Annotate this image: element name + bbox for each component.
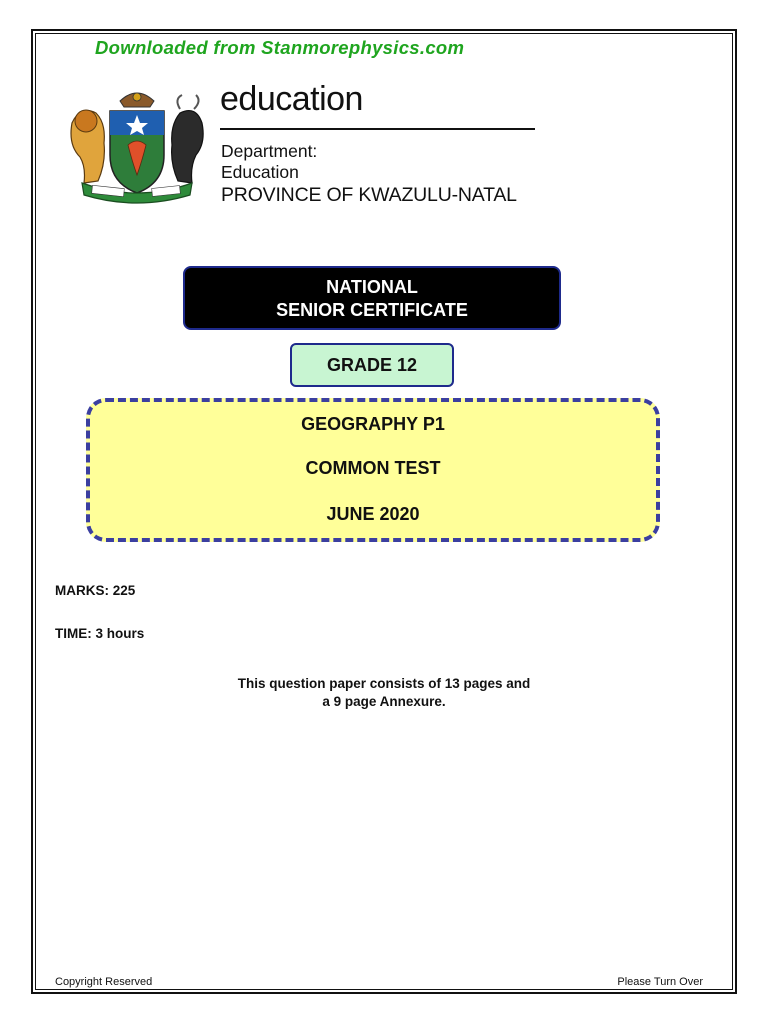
certificate-title-line2: SENIOR CERTIFICATE [276,300,468,320]
education-wordmark: education [220,80,363,118]
download-notice: Downloaded from Stanmorephysics.com [95,37,465,58]
time-info: TIME: 3 hours [55,626,145,641]
province-name: PROVINCE OF KWAZULU-NATAL [221,184,517,206]
department-name: Education [221,162,299,182]
department-label: Department: [221,141,318,161]
turn-over-footer: Please Turn Over [617,976,703,988]
page-count-note [184,675,584,711]
page-count-line2: a 9 page Annexure. [322,694,446,709]
crest-lion-mane [75,110,97,132]
coat-of-arms-logo [62,83,212,211]
crest-wildebeest [172,111,204,183]
subject-title: GEOGRAPHY P1 [301,414,445,434]
subject-box [86,398,660,542]
exam-date: JUNE 2020 [326,504,420,524]
certificate-title-line1: NATIONAL [326,277,418,297]
crest-horns [177,95,198,109]
test-type: COMMON TEST [305,458,441,478]
crest-crown-jewel [133,93,141,101]
page-count-line1: This question paper consists of 13 pages and [237,676,531,691]
certificate-title-box [183,266,561,330]
grade-label: GRADE 12 [290,343,454,387]
logo-divider [220,128,535,130]
copyright-footer: Copyright Reserved [55,976,153,988]
marks-info: MARKS: 225 [55,583,136,598]
